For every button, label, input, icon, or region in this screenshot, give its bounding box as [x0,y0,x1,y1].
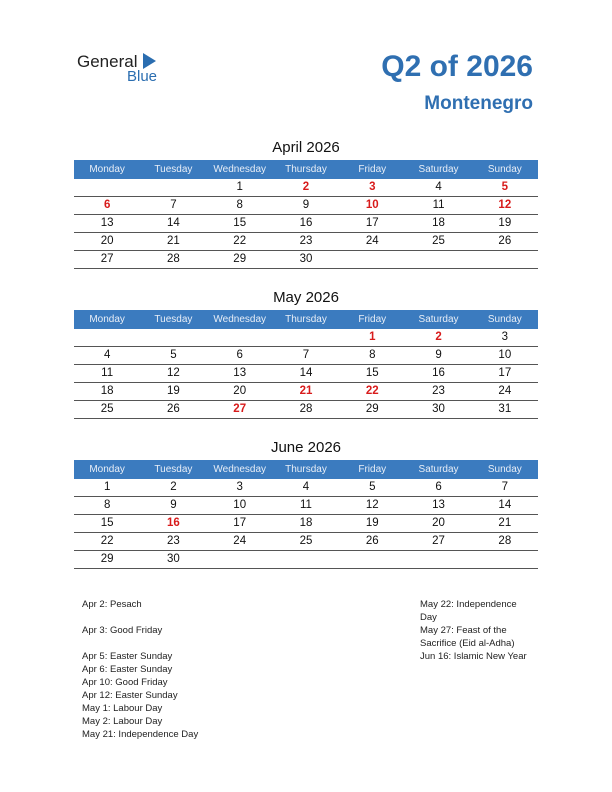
day-cell: 20 [432,517,445,529]
day-cell: 30 [432,403,445,415]
holiday-item: May 1: Labour Day [82,703,163,714]
week-row [74,383,538,401]
day-cell [140,329,206,346]
day-cell [339,251,405,268]
day-cell: 26 [365,535,379,547]
logo-general-text: General [77,52,138,71]
day-cell: 12 [365,499,379,511]
weekday-label: Tuesday [154,314,193,325]
week-row [74,497,538,515]
day-cell: 5 [501,181,509,193]
day-cell: 21 [167,235,180,247]
weekday-label: Saturday [418,464,459,475]
day-cell [273,551,339,568]
month-calendar-april [74,137,538,269]
day-cell: 1 [103,481,111,493]
day-cell: 19 [167,385,180,397]
day-cell: 22 [100,535,114,547]
day-cell: 4 [103,349,111,361]
weekday-label: Monday [89,464,125,475]
weekday-label: Saturday [418,164,459,175]
day-cell: 3 [236,481,243,493]
week-row [74,329,538,347]
holiday-item [82,637,198,650]
day-cell: 2 [170,481,177,493]
weekday-label: Wednesday [213,164,267,175]
day-cell [405,551,471,568]
day-cell [74,179,140,196]
day-cell [140,179,206,196]
holiday-item: May 27: Feast of the [420,625,507,636]
day-cell: 4 [435,181,442,193]
month-calendar-june [74,437,538,569]
holiday-item: May 22: Independence [420,599,517,610]
day-cell: 16 [167,517,180,529]
weekday-label: Saturday [418,314,459,325]
day-cell: 18 [100,385,114,397]
day-cell: 24 [365,235,379,247]
holiday-item: Apr 12: Easter Sunday [82,690,178,701]
day-cell: 21 [498,517,512,529]
day-cell: 10 [233,499,247,511]
week-row [74,251,538,269]
day-cell: 19 [365,517,379,529]
day-cell: 7 [170,199,177,211]
holiday-list-left [82,598,198,741]
holiday-item: Apr 2: Pesach [82,599,142,610]
day-cell: 18 [432,217,445,229]
month-title: June 2026 [270,439,342,456]
day-cell: 20 [233,385,247,397]
day-cell: 17 [498,367,512,379]
page-title: Q2 of 2026 [381,50,533,83]
country-name: Montenegro [424,93,533,114]
holiday-item: Day [420,612,437,623]
day-cell: 3 [501,331,509,343]
day-cell: 26 [498,235,512,247]
weekday-label: Thursday [285,314,327,325]
day-cell: 5 [170,349,177,361]
day-cell [405,251,471,268]
day-cell: 25 [299,535,313,547]
day-cell: 6 [103,199,111,211]
week-row [74,401,538,419]
day-cell: 31 [498,403,512,415]
day-cell: 2 [435,331,442,343]
day-cell [74,329,140,346]
day-cell: 9 [435,349,442,361]
day-cell: 30 [167,553,180,565]
day-cell: 5 [369,481,376,493]
day-cell: 27 [100,253,114,265]
holiday-item: Jun 16: Islamic New Year [420,651,527,662]
week-row [74,347,538,365]
day-cell: 18 [299,517,313,529]
day-cell: 9 [302,199,310,211]
holiday-item: May 2: Labour Day [82,716,163,727]
day-cell [472,551,538,568]
week-row [74,233,538,251]
day-cell: 7 [501,481,509,493]
day-cell: 24 [233,535,247,547]
month-title: May 2026 [273,289,339,306]
day-cell: 14 [167,217,180,229]
day-cell: 17 [233,517,247,529]
day-cell: 29 [233,253,247,265]
day-cell [273,329,339,346]
day-cell [207,329,273,346]
week-row [74,197,538,215]
weekday-label: Wednesday [213,314,267,325]
day-cell: 29 [365,403,379,415]
day-cell: 23 [167,535,180,547]
day-cell: 7 [302,349,310,361]
weekday-label: Sunday [487,164,522,175]
week-row [74,515,538,533]
day-cell: 12 [498,199,512,211]
weekday-label: Thursday [285,164,327,175]
day-cell: 28 [167,253,180,265]
day-cell: 11 [101,367,114,379]
weekday-label: Monday [89,164,125,175]
week-row [74,365,538,383]
weekday-label: Sunday [487,464,522,475]
holiday-item: May 21: Independence Day [82,729,199,740]
weekday-label: Friday [358,464,387,475]
day-cell: 28 [299,403,313,415]
day-cell: 15 [233,217,247,229]
day-cell: 30 [299,253,313,265]
day-cell: 16 [299,217,313,229]
day-cell: 24 [498,385,512,397]
holiday-item: Apr 3: Good Friday [82,625,163,636]
day-cell: 29 [100,553,114,565]
weekday-header [74,310,538,329]
day-cell: 2 [302,181,310,193]
day-cell: 23 [432,385,445,397]
weekday-label: Sunday [487,314,522,325]
weekday-label: Tuesday [154,464,193,475]
day-cell: 9 [170,499,177,511]
month-calendar-may [74,287,538,419]
week-row [74,551,538,569]
week-row [74,215,538,233]
day-cell: 13 [233,367,247,379]
holiday-list-right [420,598,527,663]
week-row [74,533,538,551]
holiday-item: Apr 5: Easter Sunday [82,651,173,662]
day-cell: 23 [299,235,313,247]
day-cell: 3 [369,181,376,193]
day-cell: 4 [302,481,310,493]
day-cell: 20 [100,235,114,247]
day-cell: 22 [233,235,247,247]
month-title: April 2026 [272,139,340,156]
day-cell: 16 [432,367,445,379]
logo-blue-text: Blue [127,68,158,85]
day-cell: 1 [236,181,243,193]
day-cell: 15 [100,517,114,529]
holiday-item [82,611,198,624]
holiday-item: Sacrifice (Eid al-Adha) [420,638,515,649]
weekday-label: Monday [89,314,125,325]
day-cell: 1 [369,331,376,343]
day-cell: 28 [498,535,512,547]
weekday-label: Friday [358,164,387,175]
day-cell: 10 [365,199,379,211]
logo-flag-icon [143,53,156,69]
day-cell: 13 [432,499,445,511]
weekday-label: Tuesday [154,164,193,175]
week-row [74,179,538,197]
day-cell: 25 [432,235,445,247]
weekday-label: Thursday [285,464,327,475]
holiday-item: Apr 10: Good Friday [82,677,168,688]
day-cell: 25 [100,403,114,415]
week-row [74,479,538,497]
day-cell: 8 [103,499,111,511]
day-cell [339,551,405,568]
day-cell: 19 [498,217,512,229]
day-cell: 6 [435,481,442,493]
day-cell: 12 [167,367,180,379]
weekday-label: Wednesday [213,464,267,475]
day-cell: 27 [233,403,247,415]
weekday-header [74,160,538,179]
day-cell: 6 [236,349,243,361]
day-cell: 15 [365,367,379,379]
weekday-label: Friday [358,314,387,325]
day-cell: 14 [299,367,313,379]
day-cell: 11 [432,199,445,211]
day-cell: 13 [100,217,114,229]
day-cell: 10 [498,349,512,361]
day-cell [207,551,273,568]
day-cell: 8 [369,349,376,361]
day-cell: 14 [498,499,512,511]
day-cell: 21 [299,385,313,397]
day-cell [472,251,538,268]
day-cell: 27 [432,535,445,547]
day-cell: 26 [167,403,180,415]
holiday-item: Apr 6: Easter Sunday [82,664,173,675]
weekday-header [74,460,538,479]
day-cell: 17 [365,217,379,229]
day-cell: 22 [365,385,379,397]
day-cell: 11 [300,499,312,511]
day-cell: 8 [236,199,243,211]
